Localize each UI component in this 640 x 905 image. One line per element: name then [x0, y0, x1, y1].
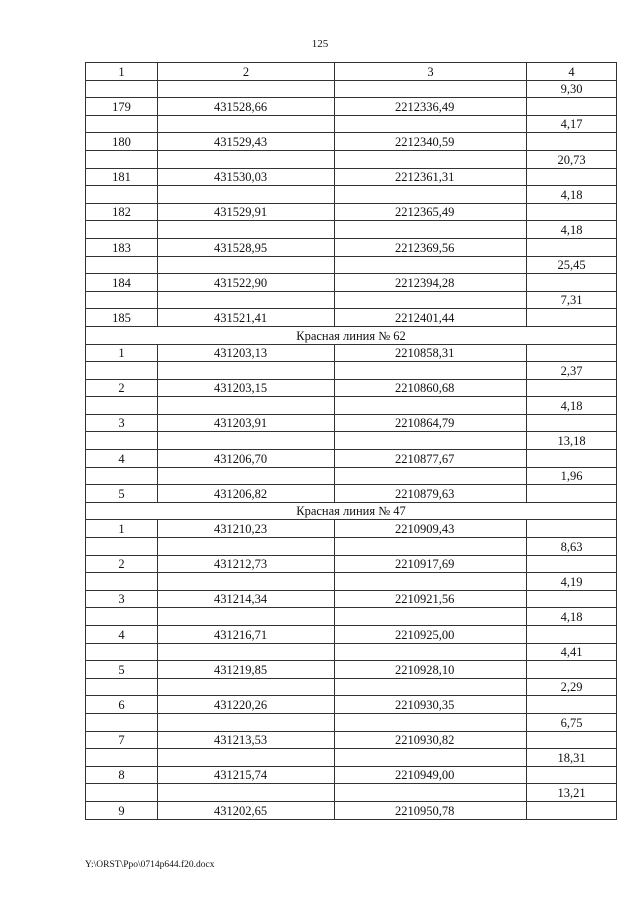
distance-cell: 20,73	[527, 150, 617, 168]
distance-cell	[527, 203, 617, 221]
x-coordinate-cell	[158, 678, 335, 696]
distance-row	[86, 432, 617, 450]
y-coordinate-cell	[335, 186, 527, 204]
point-number-cell	[86, 186, 158, 204]
point-number-cell	[86, 362, 158, 380]
x-coordinate-cell: 431206,70	[158, 450, 335, 468]
y-coordinate-cell: 2210928,10	[335, 661, 527, 679]
point-number-cell	[86, 608, 158, 626]
distance-row	[86, 608, 617, 626]
distance-cell: 8,63	[527, 538, 617, 556]
point-number-cell: 7	[86, 731, 158, 749]
column-header-4: 4	[527, 63, 617, 81]
y-coordinate-cell	[335, 643, 527, 661]
point-row	[86, 238, 617, 256]
point-number-cell: 180	[86, 133, 158, 151]
distance-cell	[527, 520, 617, 538]
y-coordinate-cell	[335, 150, 527, 168]
point-number-cell	[86, 573, 158, 591]
x-coordinate-cell: 431213,53	[158, 731, 335, 749]
x-coordinate-cell: 431530,03	[158, 168, 335, 186]
page-number: 125	[311, 38, 329, 50]
y-coordinate-cell	[335, 362, 527, 380]
x-coordinate-cell	[158, 291, 335, 309]
distance-cell: 4,18	[527, 186, 617, 204]
y-coordinate-cell: 2212365,49	[335, 203, 527, 221]
distance-cell	[527, 626, 617, 644]
point-row	[86, 133, 617, 151]
distance-row	[86, 80, 617, 98]
distance-cell: 2,37	[527, 362, 617, 380]
distance-row	[86, 256, 617, 274]
point-row	[86, 379, 617, 397]
y-coordinate-cell: 2212340,59	[335, 133, 527, 151]
y-coordinate-cell	[335, 397, 527, 415]
point-row	[86, 801, 617, 819]
distance-row	[86, 150, 617, 168]
point-number-cell: 185	[86, 309, 158, 327]
distance-cell: 4,17	[527, 115, 617, 133]
x-coordinate-cell: 431203,91	[158, 414, 335, 432]
distance-cell	[527, 696, 617, 714]
distance-cell	[527, 133, 617, 151]
distance-cell: 13,21	[527, 784, 617, 802]
y-coordinate-cell: 2210917,69	[335, 555, 527, 573]
column-header-3: 3	[335, 63, 527, 81]
point-number-cell: 4	[86, 626, 158, 644]
x-coordinate-cell	[158, 150, 335, 168]
y-coordinate-cell: 2210950,78	[335, 801, 527, 819]
x-coordinate-cell: 431203,13	[158, 344, 335, 362]
y-coordinate-cell: 2212361,31	[335, 168, 527, 186]
point-row	[86, 414, 617, 432]
section-heading-row	[86, 502, 617, 520]
point-number-cell: 6	[86, 696, 158, 714]
x-coordinate-cell: 431210,23	[158, 520, 335, 538]
x-coordinate-cell: 431522,90	[158, 274, 335, 292]
point-number-cell: 8	[86, 766, 158, 784]
x-coordinate-cell	[158, 432, 335, 450]
point-row	[86, 309, 617, 327]
distance-cell	[527, 344, 617, 362]
point-number-cell: 3	[86, 590, 158, 608]
x-coordinate-cell: 431203,15	[158, 379, 335, 397]
point-row	[86, 661, 617, 679]
distance-row	[86, 291, 617, 309]
point-number-cell	[86, 643, 158, 661]
y-coordinate-cell	[335, 80, 527, 98]
distance-row	[86, 573, 617, 591]
distance-cell	[527, 379, 617, 397]
y-coordinate-cell: 2210877,67	[335, 450, 527, 468]
distance-cell: 1,96	[527, 467, 617, 485]
distance-row	[86, 749, 617, 767]
x-coordinate-cell: 431521,41	[158, 309, 335, 327]
point-number-cell	[86, 256, 158, 274]
distance-cell	[527, 309, 617, 327]
point-row	[86, 590, 617, 608]
point-number-cell: 4	[86, 450, 158, 468]
point-number-cell	[86, 221, 158, 239]
distance-cell	[527, 414, 617, 432]
point-number-cell	[86, 80, 158, 98]
point-row	[86, 274, 617, 292]
y-coordinate-cell	[335, 467, 527, 485]
point-row	[86, 98, 617, 116]
point-number-cell	[86, 784, 158, 802]
y-coordinate-cell: 2212369,56	[335, 238, 527, 256]
distance-cell: 4,18	[527, 221, 617, 239]
distance-row	[86, 713, 617, 731]
y-coordinate-cell	[335, 221, 527, 239]
y-coordinate-cell: 2210930,82	[335, 731, 527, 749]
x-coordinate-cell	[158, 538, 335, 556]
y-coordinate-cell: 2210930,35	[335, 696, 527, 714]
point-number-cell	[86, 749, 158, 767]
x-coordinate-cell	[158, 713, 335, 731]
x-coordinate-cell	[158, 256, 335, 274]
distance-cell: 2,29	[527, 678, 617, 696]
point-number-cell: 2	[86, 555, 158, 573]
distance-cell: 13,18	[527, 432, 617, 450]
y-coordinate-cell: 2210925,00	[335, 626, 527, 644]
x-coordinate-cell	[158, 608, 335, 626]
point-row	[86, 450, 617, 468]
y-coordinate-cell	[335, 608, 527, 626]
distance-cell: 4,18	[527, 608, 617, 626]
point-number-cell: 183	[86, 238, 158, 256]
x-coordinate-cell	[158, 362, 335, 380]
x-coordinate-cell	[158, 115, 335, 133]
distance-row	[86, 186, 617, 204]
point-row	[86, 520, 617, 538]
distance-cell: 4,41	[527, 643, 617, 661]
y-coordinate-cell	[335, 784, 527, 802]
x-coordinate-cell: 431214,34	[158, 590, 335, 608]
point-number-cell	[86, 678, 158, 696]
point-row	[86, 626, 617, 644]
point-number-cell: 5	[86, 661, 158, 679]
distance-cell: 18,31	[527, 749, 617, 767]
x-coordinate-cell: 431528,95	[158, 238, 335, 256]
coordinates-table	[85, 62, 617, 820]
coordinates-table-body	[86, 63, 617, 820]
point-number-cell: 182	[86, 203, 158, 221]
x-coordinate-cell	[158, 573, 335, 591]
distance-row	[86, 643, 617, 661]
distance-cell	[527, 801, 617, 819]
distance-cell	[527, 98, 617, 116]
document-file-path: Y:\ORST\Ppo\0714p644.f20.docx	[85, 860, 215, 870]
point-number-cell	[86, 432, 158, 450]
distance-cell: 4,18	[527, 397, 617, 415]
x-coordinate-cell	[158, 749, 335, 767]
distance-cell	[527, 555, 617, 573]
distance-row	[86, 397, 617, 415]
point-number-cell: 179	[86, 98, 158, 116]
point-number-cell: 2	[86, 379, 158, 397]
distance-row	[86, 221, 617, 239]
y-coordinate-cell: 2210949,00	[335, 766, 527, 784]
x-coordinate-cell: 431529,43	[158, 133, 335, 151]
point-number-cell: 5	[86, 485, 158, 503]
point-row	[86, 731, 617, 749]
section-heading: Красная линия № 62	[86, 326, 617, 344]
point-number-cell: 1	[86, 520, 158, 538]
distance-cell	[527, 731, 617, 749]
y-coordinate-cell	[335, 573, 527, 591]
point-number-cell	[86, 397, 158, 415]
x-coordinate-cell: 431202,65	[158, 801, 335, 819]
point-number-cell: 3	[86, 414, 158, 432]
y-coordinate-cell: 2210879,63	[335, 485, 527, 503]
y-coordinate-cell: 2210909,43	[335, 520, 527, 538]
y-coordinate-cell	[335, 432, 527, 450]
point-number-cell	[86, 115, 158, 133]
y-coordinate-cell: 2210858,31	[335, 344, 527, 362]
y-coordinate-cell	[335, 678, 527, 696]
distance-cell	[527, 766, 617, 784]
x-coordinate-cell	[158, 186, 335, 204]
distance-cell: 7,31	[527, 291, 617, 309]
point-row	[86, 696, 617, 714]
distance-row	[86, 538, 617, 556]
point-number-cell	[86, 150, 158, 168]
x-coordinate-cell: 431528,66	[158, 98, 335, 116]
x-coordinate-cell: 431529,91	[158, 203, 335, 221]
point-number-cell	[86, 538, 158, 556]
x-coordinate-cell: 431216,71	[158, 626, 335, 644]
distance-cell	[527, 238, 617, 256]
x-coordinate-cell: 431219,85	[158, 661, 335, 679]
point-row	[86, 555, 617, 573]
section-heading-row	[86, 326, 617, 344]
x-coordinate-cell: 431215,74	[158, 766, 335, 784]
point-row	[86, 485, 617, 503]
distance-cell: 4,19	[527, 573, 617, 591]
y-coordinate-cell: 2212394,28	[335, 274, 527, 292]
x-coordinate-cell	[158, 467, 335, 485]
y-coordinate-cell: 2210860,68	[335, 379, 527, 397]
distance-row	[86, 678, 617, 696]
table-header-row	[86, 63, 617, 81]
distance-row	[86, 467, 617, 485]
distance-row	[86, 784, 617, 802]
distance-row	[86, 362, 617, 380]
column-header-2: 2	[158, 63, 335, 81]
x-coordinate-cell: 431220,26	[158, 696, 335, 714]
point-number-cell: 184	[86, 274, 158, 292]
x-coordinate-cell	[158, 221, 335, 239]
point-row	[86, 168, 617, 186]
point-row	[86, 766, 617, 784]
distance-cell: 9,30	[527, 80, 617, 98]
y-coordinate-cell	[335, 115, 527, 133]
y-coordinate-cell: 2212336,49	[335, 98, 527, 116]
x-coordinate-cell	[158, 643, 335, 661]
x-coordinate-cell	[158, 397, 335, 415]
point-number-cell: 1	[86, 344, 158, 362]
x-coordinate-cell: 431206,82	[158, 485, 335, 503]
distance-row	[86, 115, 617, 133]
point-number-cell	[86, 467, 158, 485]
section-heading: Красная линия № 47	[86, 502, 617, 520]
distance-cell	[527, 450, 617, 468]
distance-cell	[527, 168, 617, 186]
point-number-cell: 181	[86, 168, 158, 186]
y-coordinate-cell: 2210921,56	[335, 590, 527, 608]
distance-cell: 25,45	[527, 256, 617, 274]
distance-cell: 6,75	[527, 713, 617, 731]
column-header-1: 1	[86, 63, 158, 81]
distance-cell	[527, 661, 617, 679]
x-coordinate-cell	[158, 784, 335, 802]
y-coordinate-cell	[335, 538, 527, 556]
distance-cell	[527, 485, 617, 503]
distance-cell	[527, 274, 617, 292]
y-coordinate-cell	[335, 713, 527, 731]
point-row	[86, 344, 617, 362]
y-coordinate-cell: 2212401,44	[335, 309, 527, 327]
y-coordinate-cell	[335, 749, 527, 767]
point-number-cell	[86, 291, 158, 309]
distance-cell	[527, 590, 617, 608]
x-coordinate-cell	[158, 80, 335, 98]
x-coordinate-cell: 431212,73	[158, 555, 335, 573]
y-coordinate-cell: 2210864,79	[335, 414, 527, 432]
point-row	[86, 203, 617, 221]
point-number-cell	[86, 713, 158, 731]
point-number-cell: 9	[86, 801, 158, 819]
y-coordinate-cell	[335, 291, 527, 309]
y-coordinate-cell	[335, 256, 527, 274]
